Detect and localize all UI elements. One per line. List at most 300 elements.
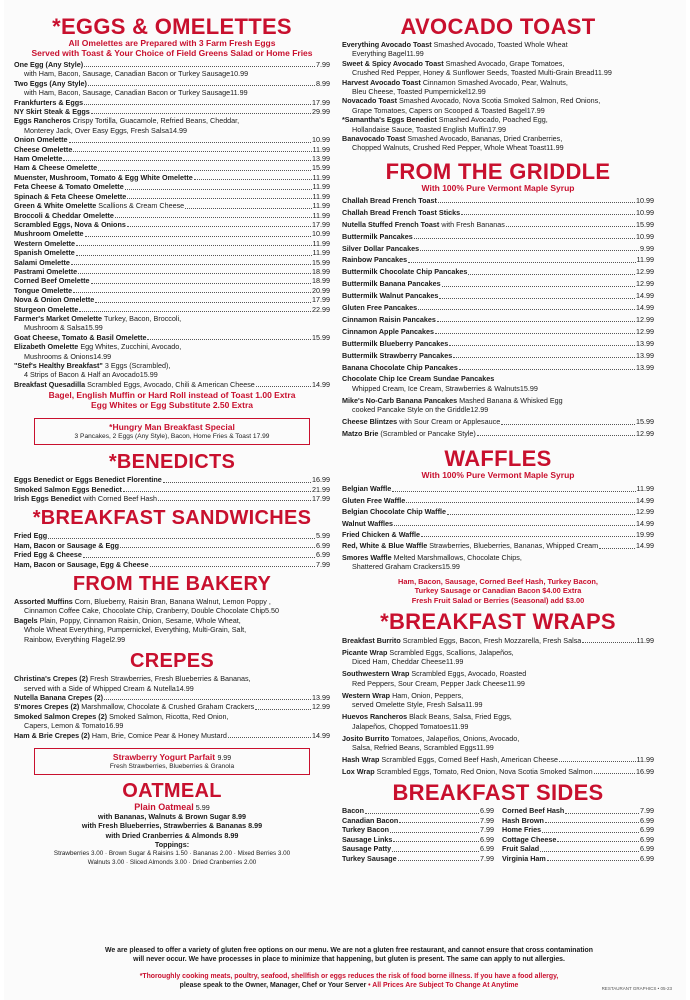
menu-item-desc: Everything Bagel [352, 49, 407, 59]
menu-item-name: Ham & Cheese Omelette [14, 163, 98, 173]
menu-item-price: 11.99 [230, 88, 248, 98]
menu-item [342, 59, 654, 68]
menu-item [14, 314, 330, 323]
menu-item-price: 11.99 [465, 700, 483, 710]
gluten-notice [24, 946, 674, 964]
menu-item [14, 560, 330, 569]
menu-item-price: 6.99 [640, 834, 654, 844]
menu-item-price: 5.99 [316, 531, 330, 541]
leader-dots [442, 279, 635, 286]
menu-item-price: 11.99 [445, 657, 464, 667]
griddle-title: FROM THE GRIDDLE [385, 158, 611, 184]
leader-dots [542, 825, 639, 832]
sandwiches-items [14, 531, 330, 569]
menu-item-name: Challah Bread French Toast Sticks [342, 207, 461, 217]
menu-item-price: 14.99 [312, 730, 330, 740]
menu-item [14, 220, 330, 229]
menu-item-name: S'mores Crepes (2) [14, 702, 80, 712]
menu-item-price: 17.99 [312, 97, 330, 107]
menu-item [14, 370, 330, 379]
menu-item [342, 125, 654, 134]
menu-item [14, 485, 330, 494]
menu-item-name: Sweet & Spicy Avocado Toast [342, 58, 444, 68]
leader-dots [120, 541, 315, 548]
menu-item [342, 303, 654, 312]
menu-item-name: Frankfurters & Eggs [14, 97, 84, 107]
menu-item [502, 816, 654, 825]
menu-item-desc: Smashed Avocado, Poached Egg, [438, 115, 548, 125]
menu-item-desc: Red Peppers, Sour Cream, Pepper Jack Cheese [352, 678, 508, 688]
menu-item-desc: Cinnamon Smashed Avocado, Pear, Walnuts, [422, 77, 568, 87]
menu-item-price: 19.99 [636, 530, 654, 540]
menu-item-name: Nutella Stuffed French Toast [342, 219, 440, 229]
menu-item-name: Fried Egg & Cheese [14, 550, 82, 560]
menu-item-price: 12.99 [312, 702, 330, 712]
menu-item-price: 6.99 [640, 844, 654, 854]
menu-item-price: 11.99 [312, 191, 330, 201]
menu-item-name: Salami Omelette [14, 257, 70, 267]
leader-dots [78, 267, 311, 274]
benedicts-title: *BENEDICTS [108, 451, 236, 474]
menu-item-name: Bagels [14, 615, 38, 625]
menu-item-desc: with Ham, Bacon, Sausage, Canadian Bacon or Turkey Sausage [24, 69, 231, 79]
menu-item-price: 14.99 [312, 379, 330, 389]
menu-item-price: 11.99 [636, 255, 654, 265]
menu-item-desc: Smashed Avocado, Nova Scotia Smoked Salmon, Red Onions, [398, 96, 601, 106]
leader-dots [437, 315, 635, 322]
menu-item-name: Farmer's Market Omelette [14, 313, 102, 323]
menu-item-price: 12.99 [467, 87, 486, 97]
menu-item-price: 15.99 [636, 219, 654, 229]
menu-item [342, 363, 654, 372]
menu-item-price: 10.99 [312, 135, 330, 145]
menu-item [342, 712, 654, 721]
menu-item-name: Fried Egg [14, 531, 48, 541]
menu-item [14, 606, 330, 615]
menu-item-name: Red, White & Blue Waffle [342, 541, 428, 551]
menu-item [14, 635, 330, 644]
menu-item [14, 475, 330, 484]
leader-dots [406, 496, 635, 503]
leader-dots [557, 835, 639, 842]
menu-item [342, 669, 654, 678]
menu-item-price: 7.99 [480, 853, 494, 863]
leader-dots [123, 485, 311, 492]
menu-item-name: Pastrami Omelette [14, 266, 78, 276]
menu-item [342, 87, 654, 96]
menu-item [342, 96, 654, 105]
hungry-man-desc: 3 Pancakes, 2 Eggs (Any Style), Bacon, Home Fries & Toast [74, 433, 252, 441]
menu-item-desc: Scrambled Eggs, Tomato, Red Onion, Nova Scotia Smoked Salmon [376, 767, 593, 777]
menu-item-name: One Egg (Any Style) [14, 60, 84, 69]
leader-dots [365, 806, 479, 813]
crepes-title: CREPES [129, 650, 215, 673]
leader-dots [69, 135, 311, 142]
menu-item-price: 11.99 [312, 210, 330, 220]
menu-item [342, 327, 654, 336]
menu-item-desc: served Omelette Style, Fresh Salsa [352, 700, 466, 710]
menu-item-name: Huevos Rancheros [342, 712, 408, 722]
menu-item [14, 693, 330, 702]
menu-item [342, 767, 654, 776]
leader-dots [435, 327, 635, 334]
menu-item-price: 29.99 [312, 107, 330, 117]
menu-item [342, 755, 654, 764]
leader-dots [582, 636, 635, 643]
menu-item [342, 255, 654, 264]
hungry-man-box [34, 418, 310, 445]
menu-item [14, 79, 330, 88]
menu-item-desc: Whipped Cream, Ice Cream, Strawberries & Walnuts [352, 383, 520, 393]
oatmeal-line-1: with Bananas, Walnuts & Brown Sugar 8.99 [98, 812, 246, 822]
menu-item [14, 229, 330, 238]
menu-item-price: 11.99 [636, 484, 654, 494]
menu-item [14, 352, 330, 361]
menu-item-price: 11.99 [312, 201, 330, 211]
menu-item-desc: Jalapeños, Chopped Tomatoes [352, 721, 451, 731]
menu-item [14, 258, 330, 267]
menu-item-name: Harvest Avocado Toast [342, 77, 421, 87]
menu-item [342, 40, 654, 49]
menu-item [342, 429, 654, 438]
menu-item-price: 10.99 [636, 231, 654, 241]
menu-item-price: 20.99 [312, 285, 330, 295]
benedicts-items [14, 475, 330, 503]
menu-item-desc: Mushrooms & Onions [24, 351, 94, 361]
leader-dots [559, 755, 636, 762]
menu-item-name: "Stef's Healthy Breakfast" [14, 361, 103, 370]
menu-item-desc: Scrambled Eggs, Avocado, Roasted [411, 669, 527, 679]
leader-dots [150, 560, 315, 567]
menu-item-price: 12.99 [636, 326, 654, 336]
leader-dots [393, 835, 479, 842]
menu-item-price: 11.99 [312, 172, 330, 182]
leader-dots [73, 145, 311, 152]
sides-col-1 [342, 806, 494, 862]
menu-item-price: 22.99 [312, 304, 330, 314]
menu-item-price: 12.99 [636, 267, 654, 277]
menu-item-name: Buttermilk Walnut Pancakes [342, 291, 439, 301]
leader-dots [88, 79, 315, 86]
menu-item-price: 15.99 [519, 383, 538, 393]
leader-dots [394, 519, 635, 526]
menu-item-desc: Scrambled Eggs, Corned Beef Hash, American Cheese [381, 755, 559, 765]
menu-item [14, 116, 330, 125]
menu-item-price: 21.99 [312, 484, 330, 494]
menu-item [342, 78, 654, 87]
leader-dots [420, 244, 639, 251]
menu-item-price: 17.99 [312, 295, 330, 305]
menu-item-price: 16.99 [636, 767, 654, 777]
menu-item-price: 18.99 [312, 276, 330, 286]
menu-item [14, 248, 330, 257]
oatmeal-line-2: with Fresh Blueberries, Strawberries & Bananas 8.99 [81, 821, 263, 831]
menu-item [342, 405, 654, 414]
menu-item [342, 396, 654, 405]
menu-item-price: 15.99 [312, 257, 330, 267]
menu-item [14, 731, 330, 740]
menu-item [14, 69, 330, 78]
menu-item-price: 15.99 [312, 332, 330, 342]
menu-item-name: Smoked Salmon Eggs Benedict [14, 484, 122, 494]
menu-item [342, 816, 494, 825]
menu-item [342, 106, 654, 115]
leader-dots [390, 825, 479, 832]
menu-item-desc: Ham, Onion, Peppers, [392, 690, 464, 700]
menu-item-desc: served with a Side of Whipped Cream & Nutella [24, 683, 176, 693]
eggs-note-1: Bagel, English Muffin or Hard Roll instead of Toast 1.00 Extra [48, 390, 296, 401]
menu-item-price: 14.99 [636, 518, 654, 528]
menu-item [14, 702, 330, 711]
menu-item-name: Tongue Omelette [14, 285, 73, 295]
menu-item-name: Feta Cheese & Tomato Omelette [14, 182, 124, 192]
leader-dots [147, 333, 311, 340]
menu-item-price: 14.99 [636, 541, 654, 551]
leader-dots [599, 541, 635, 548]
menu-item-name: Banana Chocolate Chip Pancakes [342, 362, 458, 372]
menu-item-name: Broccoli & Cheddar Omelette [14, 210, 114, 220]
menu-item [14, 494, 330, 503]
menu-item-name: Gluten Free Pancakes [342, 303, 418, 313]
leader-dots [392, 844, 479, 851]
menu-item-name: Spanish Omelette [14, 248, 75, 258]
menu-item-price: 6.99 [480, 844, 494, 854]
menu-item-price: 11.99 [450, 721, 469, 731]
menu-item-name: Goat Cheese, Tomato & Basil Omelette [14, 332, 147, 342]
menu-item [342, 541, 654, 550]
menu-item-price: 11.99 [594, 68, 612, 78]
hungry-man-price: 17.99 [252, 433, 270, 441]
leader-dots [438, 196, 635, 203]
leader-dots [73, 286, 311, 293]
menu-item-name: Fried Chicken & Waffle [342, 530, 421, 540]
menu-item [342, 196, 654, 205]
menu-item-price: 6.99 [640, 853, 654, 863]
menu-item-name: Spinach & Feta Cheese Omelette [14, 191, 127, 201]
menu-item [14, 276, 330, 285]
menu-item-name: Cheese Omelette [14, 144, 73, 154]
menu-item [342, 220, 654, 229]
menu-item-name: Two Eggs (Any Style) [14, 78, 87, 88]
menu-item-name: NY Skirt Steak & Eggs [14, 107, 90, 117]
menu-item [342, 648, 654, 657]
griddle-items [342, 196, 654, 439]
menu-item [502, 835, 654, 844]
menu-item [14, 550, 330, 559]
leader-dots [418, 303, 635, 310]
leader-dots [392, 484, 635, 491]
menu-item-desc: Smashed Avocado, Bananas, Dried Cranberries, [407, 134, 563, 144]
menu-item [14, 88, 330, 97]
menu-item-price: 6.99 [480, 806, 494, 816]
menu-item-name: Cheese Blintzes [342, 417, 398, 427]
menu-item [342, 734, 654, 743]
menu-item-price: 11.99 [507, 678, 525, 688]
menu-item-name: Smores Waffle [342, 552, 392, 562]
menu-item-name: Ham & Brie Crepes (2) [14, 730, 90, 740]
menu-item-name: Virginia Ham [502, 853, 546, 863]
eggs-omelettes-title: *EGGS & OMELETTES [52, 14, 292, 39]
menu-item-price: 16.99 [312, 475, 330, 485]
menu-item-name: Cinnamon Raisin Pancakes [342, 314, 436, 324]
leader-dots [477, 429, 635, 436]
menu-item-price: 13.99 [636, 350, 654, 360]
leader-dots [421, 530, 635, 537]
menu-item [342, 844, 494, 853]
waffles-subtitle: With 100% Pure Vermont Maple Syrup [421, 470, 575, 481]
menu-item-price: 12.99 [636, 279, 654, 289]
menu-item [14, 267, 330, 276]
menu-item-price: 15.99 [441, 562, 460, 572]
parfait-box [34, 748, 310, 775]
menu-item-name: Buttermilk Pancakes [342, 231, 413, 241]
menu-item [342, 496, 654, 505]
menu-item-price: 6.99 [480, 834, 494, 844]
menu-item [342, 49, 654, 58]
menu-item-price: 14.99 [636, 303, 654, 313]
leader-dots [256, 380, 311, 387]
menu-item-price: 10.99 [636, 207, 654, 217]
menu-item-name: Sausage Patty [342, 844, 392, 854]
menu-item-desc: Cinnamon Coffee Cake, Chocolate Chip, Cranberry, Double Chocolate Chip [24, 606, 266, 616]
menu-item [14, 239, 330, 248]
menu-item [342, 722, 654, 731]
menu-item-desc: 3 Eggs (Scrambled), [104, 361, 171, 370]
menu-item-price: 9.99 [640, 243, 654, 253]
menu-item-desc: Diced Ham, Cheddar Cheese [352, 657, 446, 667]
leader-dots [76, 248, 312, 255]
menu-item-price: 14.99 [175, 683, 194, 693]
menu-item-price: 11.99 [312, 144, 330, 154]
eggs-subtitle-1: All Omelettes are Prepared with 3 Farm Fresh Eggs [68, 38, 276, 48]
menu-item-name: Belgian Chocolate Chip Waffle [342, 507, 446, 517]
menu-item [342, 208, 654, 217]
menu-item [14, 201, 330, 210]
menu-item-price: 17.99 [487, 124, 506, 134]
menu-item [14, 295, 330, 304]
leader-dots [115, 211, 312, 218]
menu-item-price: 15.99 [139, 370, 158, 380]
menu-item-price: 6.99 [640, 825, 654, 835]
menu-item-price: 10.99 [230, 69, 249, 79]
leader-dots [468, 267, 635, 274]
menu-item [342, 267, 654, 276]
menu-item-price: 11.99 [312, 238, 330, 248]
menu-item-name: Eggs Rancheros [14, 116, 71, 126]
menu-item [342, 519, 654, 528]
menu-item-desc: Plain, Poppy, Cinnamon Raisin, Onion, Sesame, Whole Wheat, [39, 615, 241, 625]
menu-item-price: 14.99 [93, 351, 112, 361]
menu-item [502, 825, 654, 834]
menu-item [342, 691, 654, 700]
leader-dots [501, 417, 635, 424]
menu-item [342, 657, 654, 666]
menu-item [14, 154, 330, 163]
bakery-items [14, 597, 330, 644]
menu-item-name: Cinnamon Apple Pancakes [342, 326, 434, 336]
menu-item-desc: Hollandaise Sauce, Toasted English Muffin [352, 124, 488, 134]
menu-item [14, 597, 330, 606]
menu-item-name: Nutella Banana Crepes (2) [14, 692, 104, 702]
menu-item-desc: Scrambled Eggs, Avocado, Chili & American Cheese [87, 379, 255, 389]
menu-item [14, 145, 330, 154]
leader-dots [594, 767, 635, 774]
menu-item [14, 182, 330, 191]
menu-item [342, 854, 494, 863]
menu-item [342, 291, 654, 300]
menu-item-name: Green & White Omelette [14, 201, 97, 211]
menu-item-price: 18.99 [312, 266, 330, 276]
menu-item-name: Bacon [342, 806, 364, 816]
menu-item-desc: Fresh Strawberries, Fresh Blueberries & Bananas, [90, 674, 251, 684]
menu-item-price: 13.99 [312, 154, 330, 164]
menu-item [342, 562, 654, 571]
menu-item [342, 417, 654, 426]
menu-item-price: 14.99 [636, 291, 654, 301]
menu-item [14, 107, 330, 116]
menu-item-price: 17.99 [526, 105, 545, 115]
menu-item-desc: Rainbow, Everything Flagel [24, 634, 112, 644]
menu-item [14, 625, 330, 634]
menu-item-name: Challah Bread French Toast [342, 195, 437, 205]
eggs-items [14, 60, 330, 389]
leader-dots [449, 339, 635, 346]
menu-item-desc: Smashed Avocado, Grape Tomatoes, [445, 58, 565, 68]
menu-item-price: 11.99 [546, 143, 564, 153]
menu-item [342, 232, 654, 241]
menu-item [342, 279, 654, 288]
food-warning-line-2: please speak to the Owner, Manager, Chef or Your Server [179, 982, 367, 989]
crepes-items [14, 674, 330, 740]
menu-item-name: Southwestern Wrap [342, 669, 410, 679]
menu-item-price: 7.99 [316, 559, 330, 569]
menu-item [342, 384, 654, 393]
menu-item-name: Buttermilk Banana Pancakes [342, 279, 441, 289]
bakery-title: FROM THE BAKERY [72, 573, 272, 596]
menu-item-desc: Melted Marshmallows, Chocolate Chips, [393, 552, 522, 562]
menu-item-desc: Corn, Blueberry, Raisin Bran, Banana Walnut, Lemon Poppy , [74, 597, 271, 607]
menu-item-name: Chocolate Chip Ice Cream Sundae Pancakes [342, 374, 495, 384]
menu-item [14, 305, 330, 314]
menu-item-name: Mushroom Omelette [14, 229, 84, 239]
menu-item [342, 484, 654, 493]
menu-item-price: 7.99 [640, 806, 654, 816]
menu-item [342, 743, 654, 752]
leader-dots [194, 173, 312, 180]
menu-item [14, 286, 330, 295]
menu-item [14, 721, 330, 730]
menu-item [342, 679, 654, 688]
menu-item-name: Hash Wrap [342, 755, 380, 765]
menu-item-price: 11.99 [312, 182, 330, 192]
menu-item-price: 2.99 [111, 634, 126, 644]
oatmeal-title: OATMEAL [122, 779, 222, 802]
menu-item-desc: Scallions & Cream Cheese [98, 201, 185, 211]
menu-item-desc: cooked Pancake Style on the Griddle [352, 405, 471, 415]
menu-item-price: 11.99 [406, 49, 424, 59]
toppings-line-2: Walnuts 3.00 · Sliced Almonds 3.00 · Dried Cranberries 2.00 [87, 859, 257, 867]
menu-item-name: Onion Omelette [14, 135, 68, 145]
menu-item-name: Buttermilk Strawberry Pancakes [342, 350, 453, 360]
menu-item-name: Ham, Bacon or Sausage, Egg & Cheese [14, 559, 149, 569]
menu-item-price: 13.99 [312, 692, 330, 702]
leader-dots [127, 192, 311, 199]
menu-item-name: Ham, Bacon or Sausage & Egg [14, 540, 120, 550]
menu-item-name: Banavocado Toast [342, 134, 406, 144]
menu-item-name: Silver Dollar Pancakes [342, 243, 420, 253]
parfait-desc: Fresh Strawberries, Blueberries & Granola [109, 762, 235, 770]
menu-item-name: Muenster, Mushroom, Tomato & Egg White Omelette [14, 172, 193, 182]
